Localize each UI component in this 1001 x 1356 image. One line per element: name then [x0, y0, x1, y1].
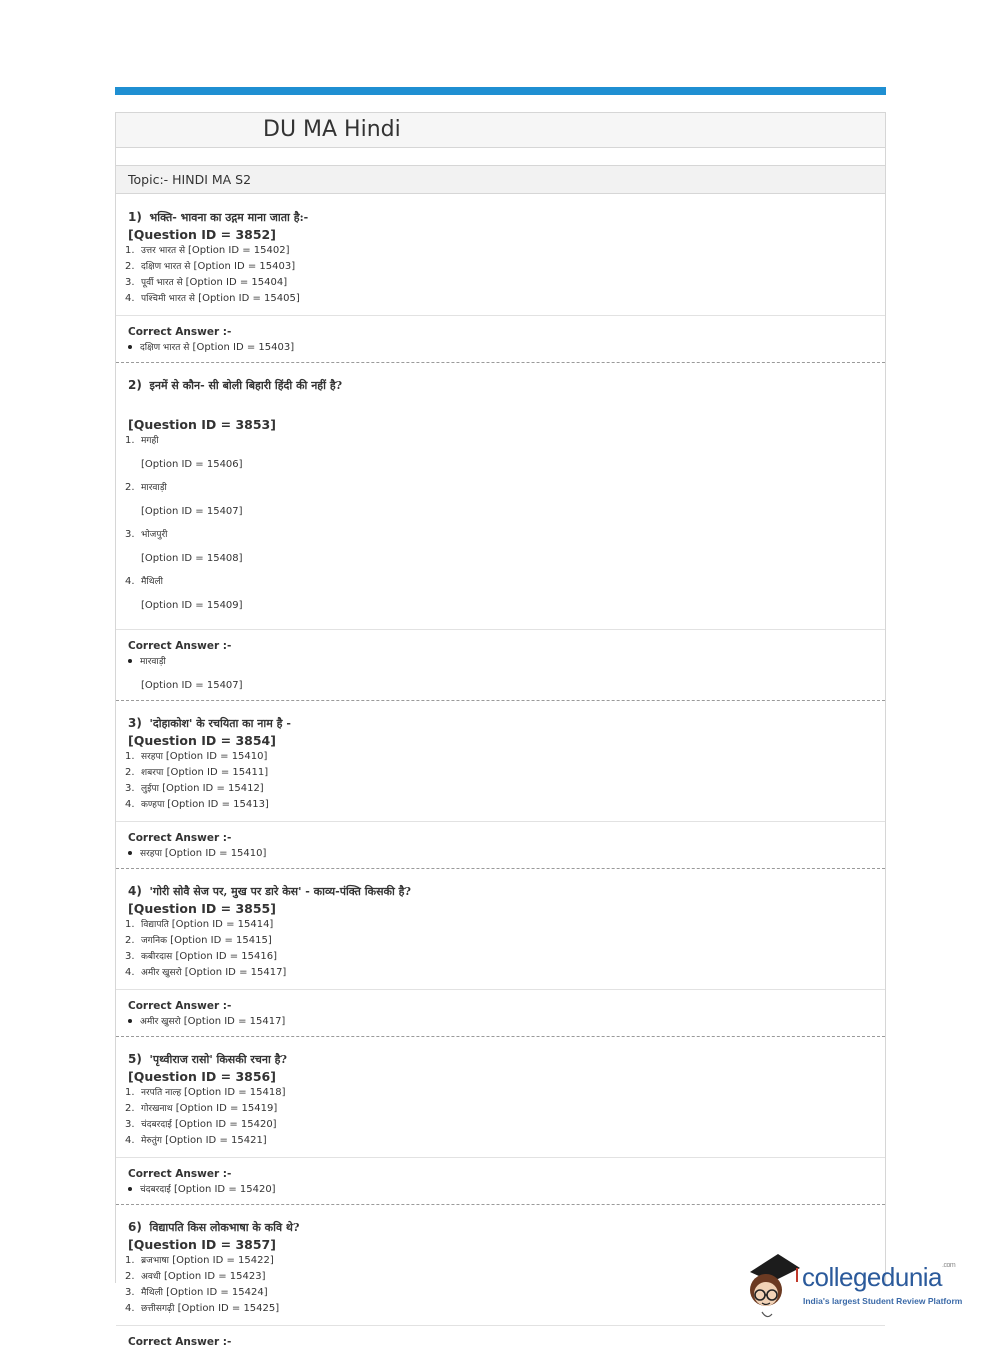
option-3: 3. कबीरदास [Option ID = 15416]	[125, 951, 278, 962]
question-text: 2) इनमें से कौन- सी बोली बिहारी हिंदी की नहीं है?	[128, 378, 343, 392]
correct-answer: Correct Answer :- सरहपा [Option ID = 15410]	[116, 821, 885, 869]
logo-tagline: India's largest Student Review Platform	[803, 1296, 963, 1306]
question-text: 3) 'दोहाकोश' के रचयिता का नाम है -	[128, 716, 291, 730]
options-list	[125, 433, 885, 613]
option-1: 1. ब्रजभाषा [Option ID = 15422]	[125, 1255, 274, 1266]
mascot-icon	[742, 1250, 802, 1322]
option-1: 1. नरपति नाल्ह [Option ID = 15418]	[125, 1087, 286, 1098]
question-text: 6) विद्यापति किस लोकभाषा के कवि थे?	[128, 1220, 300, 1234]
options-list	[125, 243, 885, 307]
correct-answer: Correct Answer :- दक्षिण भारत से [Option ID = 15403]	[116, 315, 885, 363]
collegedunia-logo	[742, 1250, 972, 1322]
top-accent-bar	[115, 87, 886, 95]
option-4: 4. छत्तीसगढ़ी [Option ID = 15425]	[125, 1303, 280, 1314]
question-1	[116, 194, 885, 363]
title-box	[116, 113, 885, 148]
topic-label: Topic:- HINDI MA S2	[116, 166, 885, 194]
option-4: 4. मेरुतुंग [Option ID = 15421]	[125, 1135, 267, 1146]
question-id: [Question ID = 3852]	[128, 227, 276, 242]
bullet-icon	[128, 851, 132, 855]
bullet-icon	[128, 659, 132, 663]
option-2: 2. जगनिक [Option ID = 15415]	[125, 935, 272, 946]
option-2: 2. मारवाड़ी [Option ID = 15407]	[125, 482, 243, 517]
option-2: 2. दक्षिण भारत से [Option ID = 15403]	[125, 261, 296, 272]
options-list	[125, 917, 885, 981]
option-4: 4. पश्चिमी भारत से [Option ID = 15405]	[125, 293, 300, 304]
question-3	[116, 701, 885, 869]
option-2: 2. गोरखनाथ [Option ID = 15419]	[125, 1103, 278, 1114]
option-1: 1. सरहपा [Option ID = 15410]	[125, 751, 268, 762]
option-3: 3. पूर्वी भारत से [Option ID = 15404]	[125, 277, 288, 288]
question-4	[116, 869, 885, 1037]
option-2: 2. शबरपा [Option ID = 15411]	[125, 767, 269, 778]
question-text: 4) 'गोरी सोवै सेज पर, मुख पर डारे केस' - काव्य-पंक्ति किसकी है?	[128, 884, 411, 898]
correct-answer: Correct Answer :-	[116, 1325, 885, 1356]
option-3: 3. लुईपा [Option ID = 15412]	[125, 783, 264, 794]
option-3: 3. भोजपुरी [Option ID = 15408]	[125, 529, 243, 564]
options-list	[125, 749, 885, 813]
option-3: 3. चंदबरदाई [Option ID = 15420]	[125, 1119, 277, 1130]
option-4: 4. मैथिली [Option ID = 15409]	[125, 576, 243, 611]
correct-answer: Correct Answer :- चंदबरदाई [Option ID = 15420]	[116, 1157, 885, 1205]
question-id: [Question ID = 3855]	[128, 901, 276, 916]
logo-wordmark: collegedunia$^{.com}$	[802, 1262, 956, 1292]
answer-value: दक्षिण भारत से [Option ID = 15403]	[128, 340, 885, 356]
option-1: 1. विद्यापति [Option ID = 15414]	[125, 919, 274, 930]
bullet-icon	[128, 1187, 132, 1191]
option-4: 4. कण्हपा [Option ID = 15413]	[125, 799, 269, 810]
option-1: 1. उत्तर भारत से [Option ID = 15402]	[125, 245, 290, 256]
bullet-icon	[128, 1019, 132, 1023]
option-4: 4. अमीर खुसरो [Option ID = 15417]	[125, 967, 287, 978]
page-title: DU MA Hindi	[263, 117, 401, 142]
answer-value: सरहपा [Option ID = 15410]	[128, 846, 885, 862]
option-2: 2. अवधी [Option ID = 15423]	[125, 1271, 266, 1282]
question-5	[116, 1037, 885, 1205]
bullet-icon	[128, 345, 132, 349]
answer-value: अमीर खुसरो [Option ID = 15417]	[128, 1014, 885, 1030]
question-text: 1) भक्ति- भावना का उद्गम माना जाता है:-	[128, 210, 309, 224]
question-id: [Question ID = 3856]	[128, 1069, 276, 1084]
spacer-row	[116, 148, 885, 166]
option-1: 1. मगही [Option ID = 15406]	[125, 435, 243, 470]
correct-answer: Correct Answer :- अमीर खुसरो [Option ID = 15417]	[116, 989, 885, 1037]
answer-value: मारवाड़ी [Option ID = 15407]	[128, 654, 885, 694]
options-list	[125, 1085, 885, 1149]
question-2	[116, 363, 885, 701]
question-id: [Question ID = 3857]	[128, 1237, 276, 1252]
option-3: 3. मैथिली [Option ID = 15424]	[125, 1287, 268, 1298]
question-id: [Question ID = 3853]	[128, 417, 276, 432]
question-text: 5) 'पृथ्वीराज रासो' किसकी रचना है?	[128, 1052, 287, 1066]
correct-answer: Correct Answer :- मारवाड़ी [Option ID = 15407]	[116, 629, 885, 701]
answer-value: चंदबरदाई [Option ID = 15420]	[128, 1182, 885, 1198]
question-id: [Question ID = 3854]	[128, 733, 276, 748]
